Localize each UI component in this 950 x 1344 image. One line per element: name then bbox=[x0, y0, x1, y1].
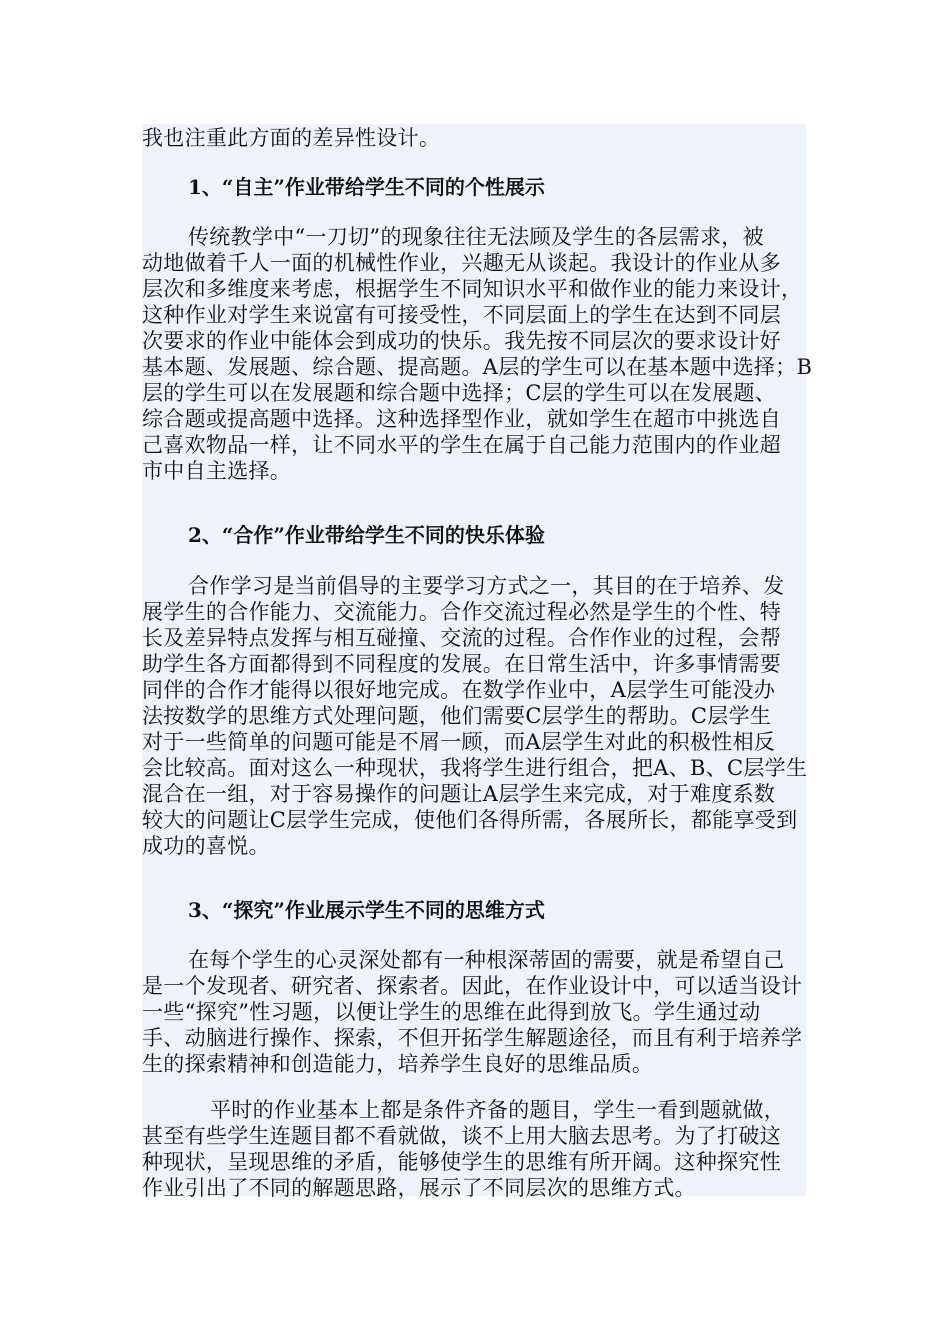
paragraph-line: 己喜欢物品一样，让不同水平的学生在属于自己能力范围内的作业超 bbox=[142, 433, 781, 457]
paragraph-line: 手、动脑进行操作、探索，不但开拓学生解题途径，而且有利于培养学 bbox=[142, 1026, 803, 1050]
paragraph-line: 平时的作业基本上都是条件齐备的题目，学生一看到题就做， bbox=[210, 1098, 786, 1122]
paragraph-line: 对于一些简单的问题可能是不屑一顾，而A层学生对此的积极性相反 bbox=[142, 730, 776, 754]
paragraph-line: 层次和多维度来考虑，根据学生不同知识水平和做作业的能力来设计， bbox=[142, 277, 803, 301]
paragraph-line: 这种作业对学生来说富有可接受性，不同层面上的学生在达到不同层 bbox=[142, 303, 781, 327]
intro-line: 我也注重此方面的差异性设计。 bbox=[142, 126, 441, 150]
paragraph-line: 基本题、发展题、综合题、提高题。A层的学生可以在基本题中选择；B bbox=[142, 355, 813, 379]
paragraph-line: 一些“探究”性习题，以便让学生的思维在此得到放飞。学生通过动 bbox=[142, 1000, 761, 1024]
paragraph-line: 传统教学中“一刀切”的现象往往无法顾及学生的各层需求，被 bbox=[188, 225, 764, 249]
paragraph-line: 同伴的合作才能得以很好地完成。在数学作业中，A层学生可能没办 bbox=[142, 678, 776, 702]
paragraph-line: 长及差异特点发挥与相互碰撞、交流的过程。合作作业的过程，会帮 bbox=[142, 626, 781, 650]
section-1-heading: 1、“自主”作业带给学生不同的个性展示 bbox=[188, 175, 545, 199]
paragraph-line: 合作学习是当前倡导的主要学习方式之一，其目的在于培养、发 bbox=[188, 574, 785, 598]
section-3-heading: 3、“探究”作业展示学生不同的思维方式 bbox=[188, 898, 545, 922]
paragraph-line: 助学生各方面都得到不同程度的发展。在日常生活中，许多事情需要 bbox=[142, 652, 781, 676]
paragraph-line: 市中自主选择。 bbox=[142, 459, 292, 483]
paragraph-line: 种现状，呈现思维的矛盾，能够使学生的思维有所开阔。这种探究性 bbox=[142, 1150, 781, 1174]
paragraph-line: 次要求的作业中能体会到成功的快乐。我先按不同层次的要求设计好 bbox=[142, 329, 781, 353]
paragraph-line: 层的学生可以在发展题和综合题中选择；C层的学生可以在发展题、 bbox=[142, 381, 777, 405]
paragraph-line: 较大的问题让C层学生完成，使他们各得所需，各展所长，都能享受到 bbox=[142, 808, 798, 832]
paragraph-line: 展学生的合作能力、交流能力。合作交流过程必然是学生的个性、特 bbox=[142, 600, 781, 624]
section-2-heading: 2、“合作”作业带给学生不同的快乐体验 bbox=[188, 523, 545, 547]
document-page bbox=[142, 124, 813, 1200]
paragraph-line: 法按数学的思维方式处理问题，他们需要C层学生的帮助。C层学生 bbox=[142, 704, 772, 728]
paragraph-line: 生的探索精神和创造能力，培养学生良好的思维品质。 bbox=[142, 1052, 654, 1076]
paragraph-line: 作业引出了不同的解题思路，展示了不同层次的思维方式。 bbox=[142, 1176, 696, 1200]
paragraph-line: 是一个发现者、研究者、探索者。因此，在作业设计中，可以适当设计 bbox=[142, 974, 803, 998]
paragraph-line: 会比较高。面对这么一种现状，我将学生进行组合，把A、B、C层学生 bbox=[142, 756, 808, 780]
paragraph-line: 综合题或提高题中选择。这种选择型作业，就如学生在超市中挑选自 bbox=[142, 407, 781, 431]
paragraph-line: 甚至有些学生连题目都不看就做，谈不上用大脑去思考。为了打破这 bbox=[142, 1124, 781, 1148]
paragraph-line: 成功的喜悦。 bbox=[142, 834, 270, 858]
paragraph-line: 动地做着千人一面的机械性作业，兴趣无从谈起。我设计的作业从多 bbox=[142, 251, 781, 275]
paragraph-line: 在每个学生的心灵深处都有一种根深蒂固的需要，就是希望自己 bbox=[188, 948, 785, 972]
paragraph-line: 混合在一组，对于容易操作的问题让A层学生来完成，对于难度系数 bbox=[142, 782, 776, 806]
